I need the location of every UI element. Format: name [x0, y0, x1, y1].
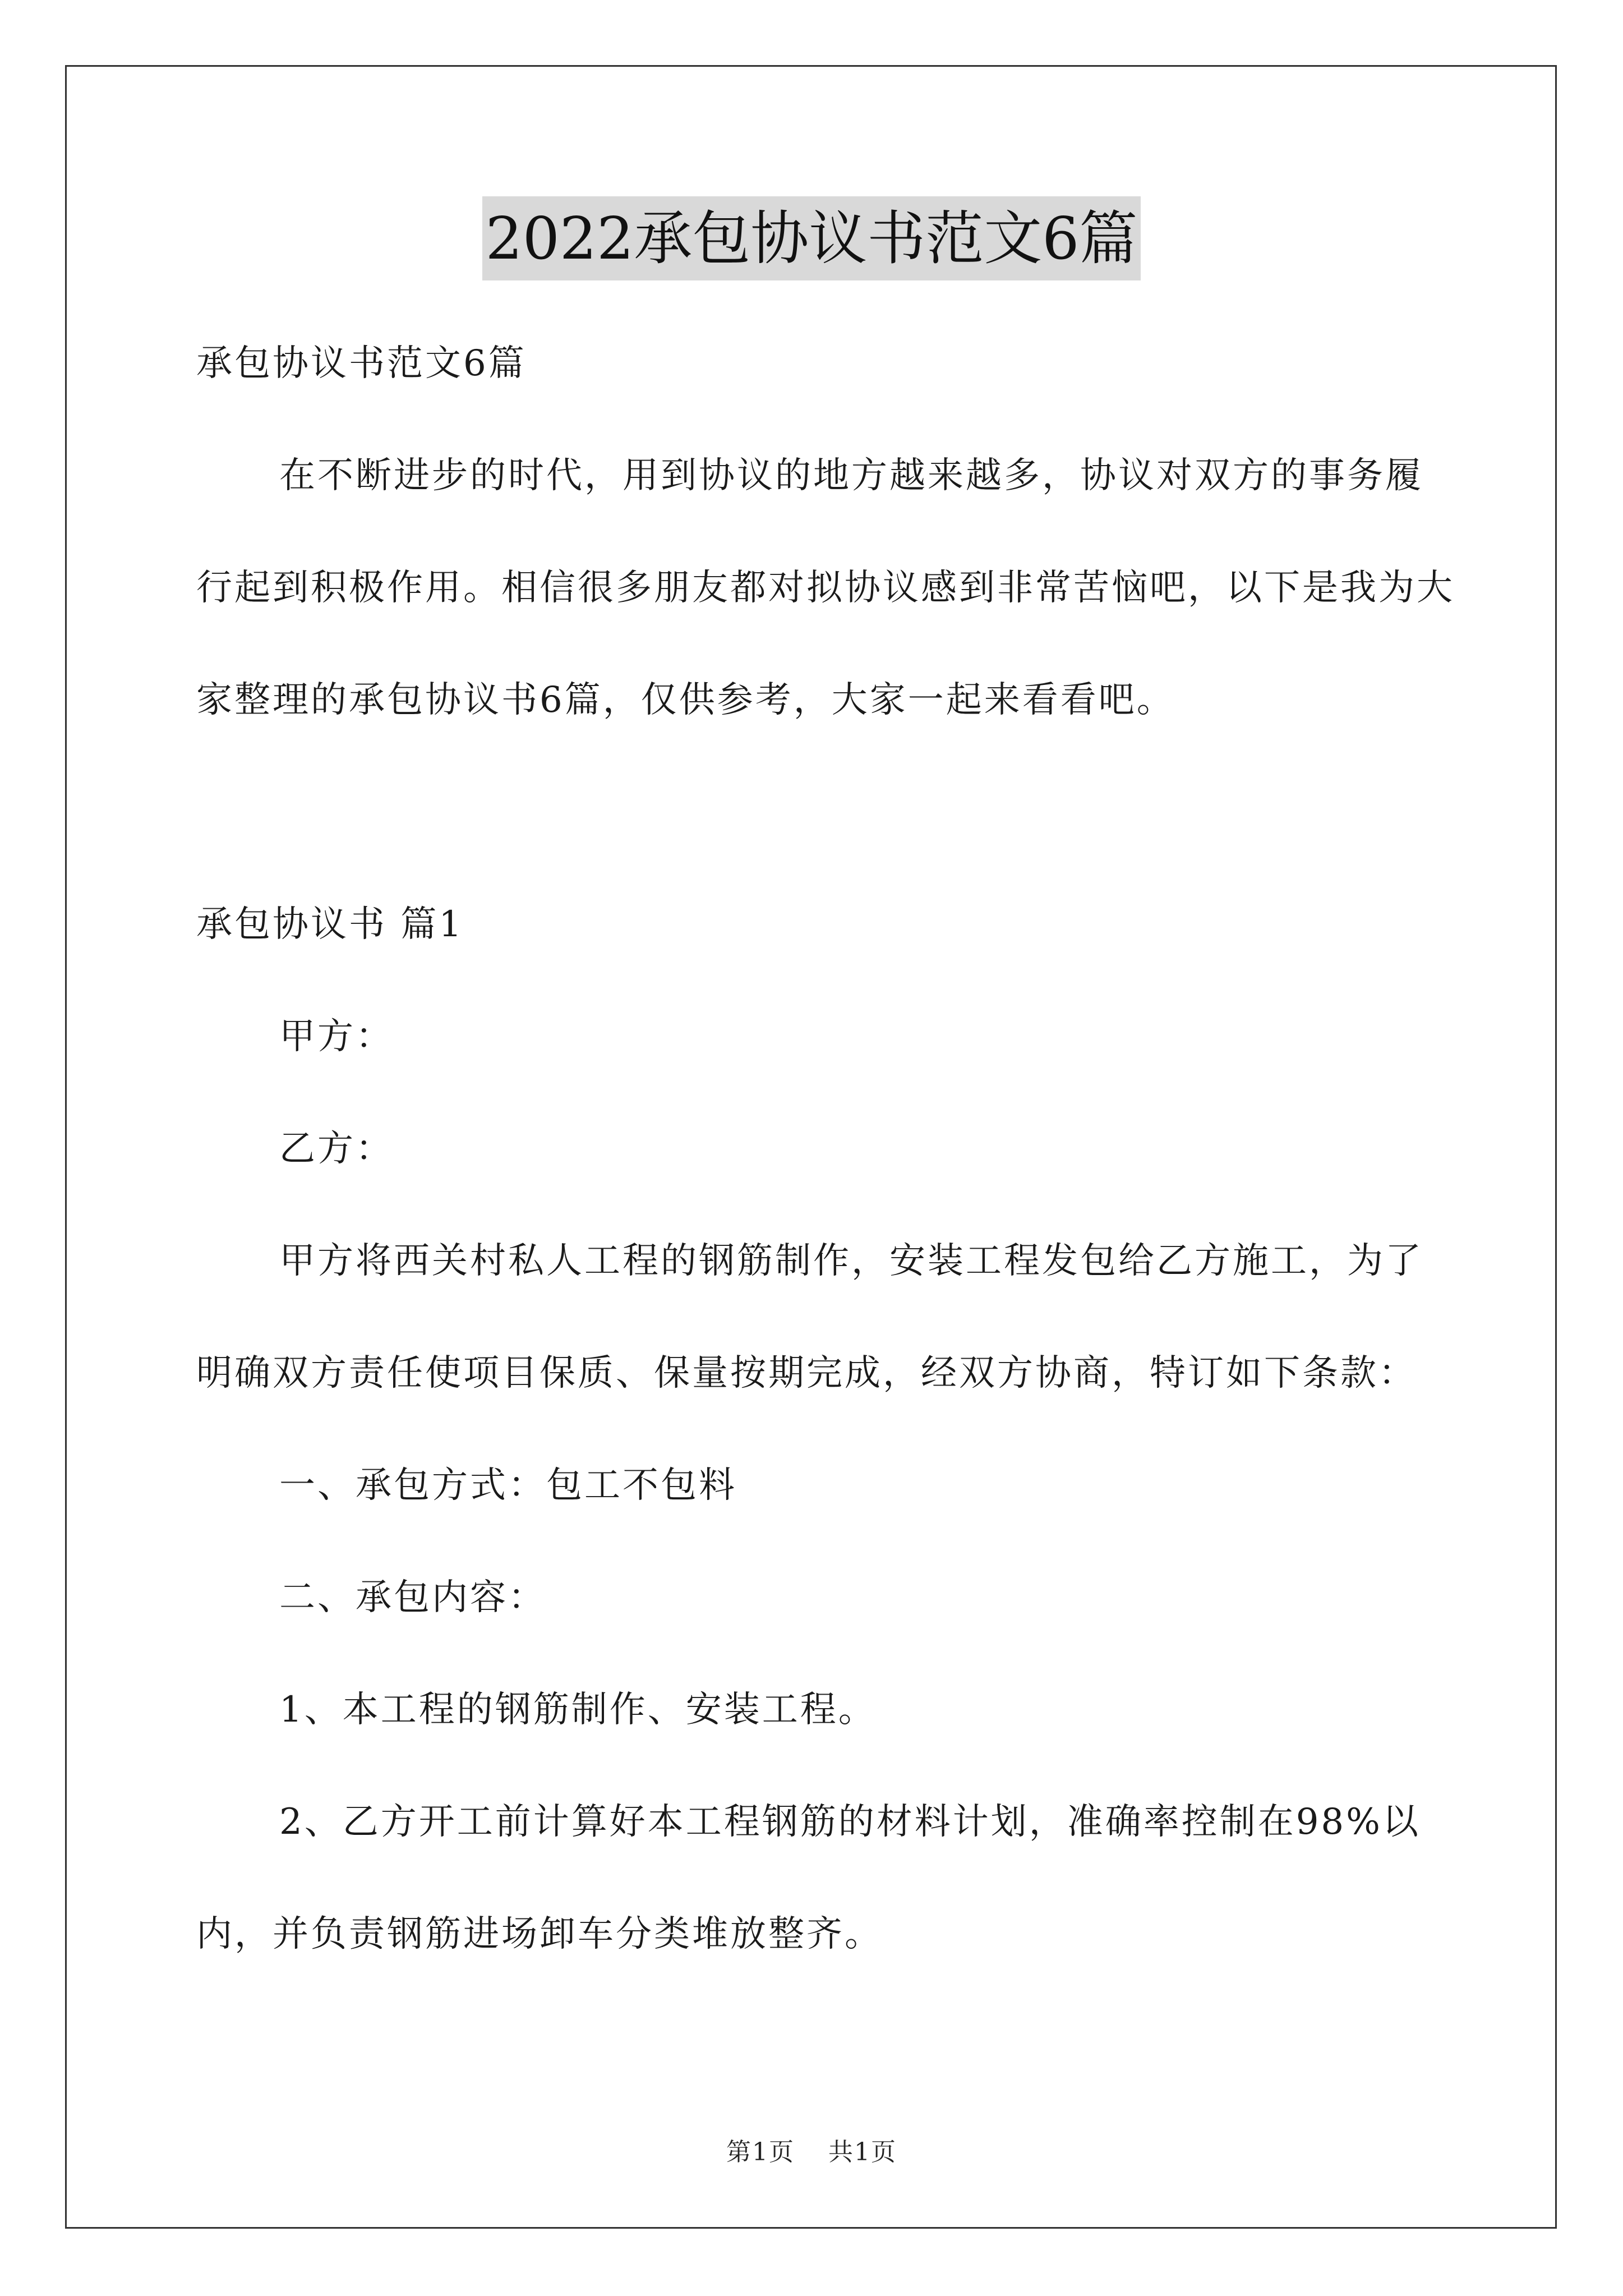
section-heading: 承包协议书 篇1: [196, 904, 464, 945]
intro-paragraph: 在不断进步的时代，用到协议的地方越来越多，协议对双方的事务履行起到积极作用。相信很多朋友都对拟协议感到非常苦恼吧，以下是我为大家整理的承包协议书6篇，仅供参考，大家一起来看看吧。: [196, 455, 1455, 721]
party-a-line: 甲方：: [279, 1016, 394, 1057]
page-number: 第1页: [726, 2138, 795, 2166]
page-footer: [0, 2132, 1623, 2168]
document-subtitle: 承包协议书范文6篇: [196, 343, 527, 384]
page-total: 共1页: [828, 2138, 897, 2166]
party-b-line: 乙方：: [279, 1128, 394, 1170]
contract-paragraph: 甲方将西关村私人工程的钢筋制作，安装工程发包给乙方施工，为了明确双方责任使项目保质、保量按期完成，经双方协商，特订如下条款：: [196, 1240, 1423, 1394]
list-item: 2、乙方开工前计算好本工程钢筋的材料计划，准确率控制在98%以内，并负责钢筋进场卸车分类堆放整齐。: [196, 1801, 1421, 1955]
document-body: [196, 307, 1458, 1990]
section-gap: [196, 756, 1458, 868]
clause-contract-content: 二、承包内容：: [279, 1577, 546, 1618]
document-title: 2022承包协议书范文6篇: [482, 196, 1141, 280]
list-item: 1、本工程的钢筋制作、安装工程。: [279, 1689, 877, 1731]
title-container: [0, 196, 1623, 280]
clause-contract-method: 一、承包方式：包工不包料: [279, 1465, 737, 1506]
